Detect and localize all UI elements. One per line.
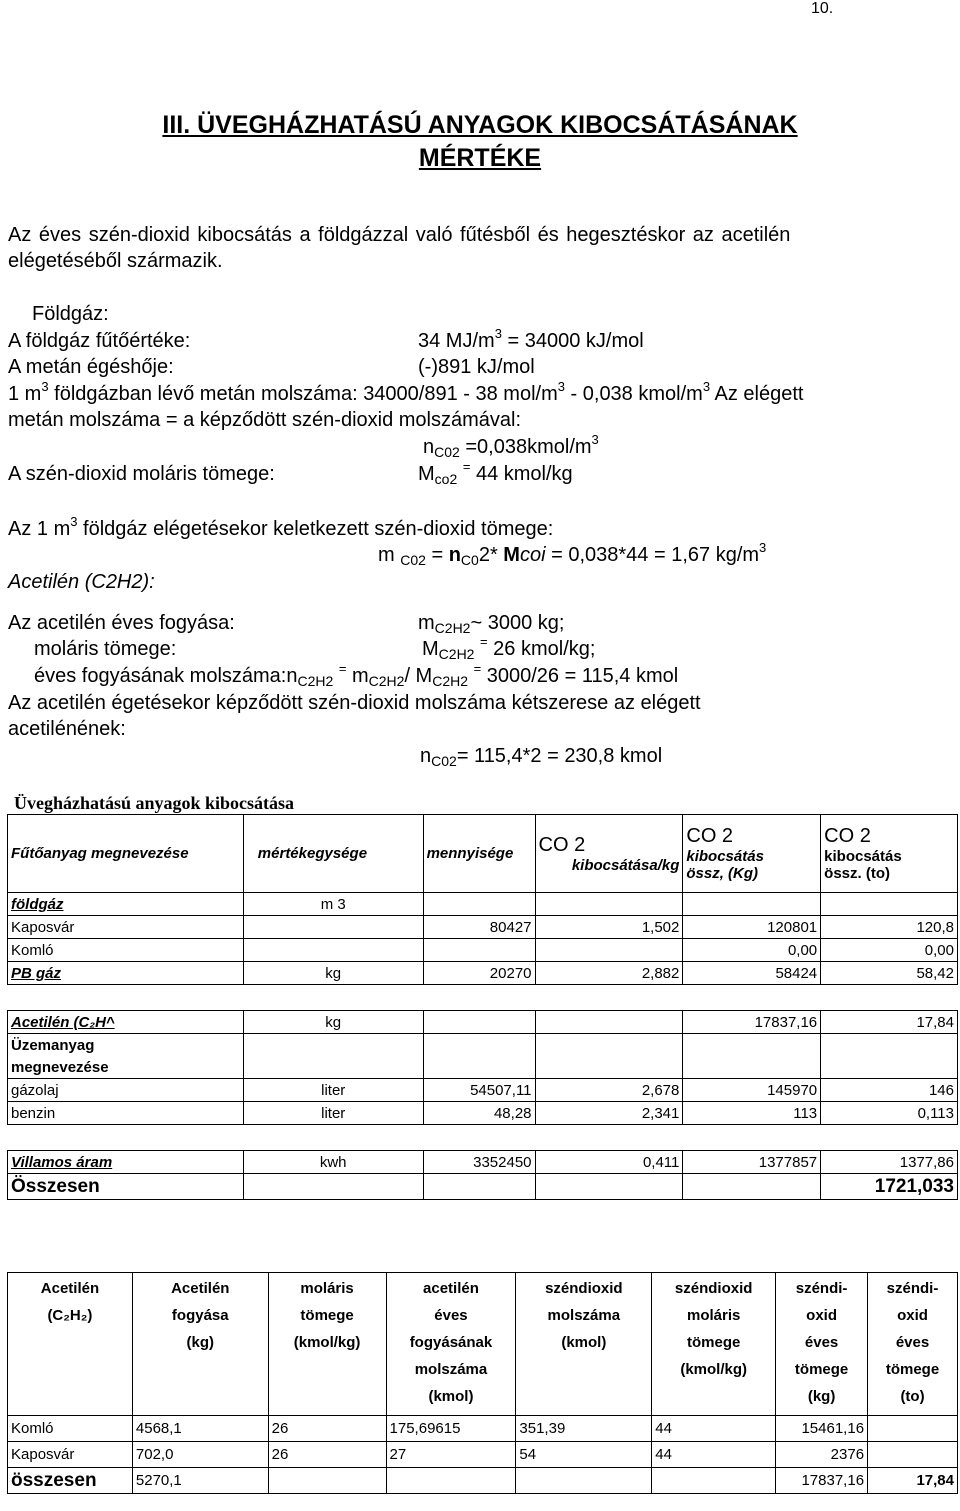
table-cell: [535, 1125, 683, 1151]
acetylene-molar-value: [422, 634, 596, 662]
table2-header-text: moláris: [300, 1280, 354, 1297]
table-cell: 0,113: [821, 1102, 958, 1125]
eq: =: [462, 459, 471, 474]
line1-b: földgázban lévő metán molszáma: 34000/891 - 38 mol/m: [48, 383, 558, 405]
mass-b: földgáz elégetésekor keletkezett szén-dioxid tömege:: [77, 518, 554, 540]
table-cell: [243, 1034, 423, 1057]
gas-burn-label: A metán égéshője:: [8, 356, 174, 378]
intro-line-1: Az éves szén-dioxid kibocsátás a földgázzal való fűtésből és hegesztéskor az acetilén: [8, 224, 791, 246]
table-cell: benzin: [8, 1102, 244, 1125]
table2-header-text: éves: [895, 1334, 930, 1351]
table-cell: [8, 1125, 244, 1151]
table-cell: [683, 893, 821, 916]
molar-sub: co2: [434, 471, 458, 487]
table-cell: [683, 1034, 821, 1057]
table2-header-text: fogyásának: [409, 1334, 493, 1351]
table-cell: [423, 1174, 535, 1200]
f-a: m: [378, 544, 401, 566]
table-cell: 26: [268, 1442, 386, 1468]
table-cell: [243, 985, 423, 1011]
table2-header-text: (kmol): [561, 1334, 607, 1351]
table-cell: 120,8: [821, 916, 958, 939]
table2-header-text: tömege: [687, 1334, 741, 1351]
acetylene-molar-label: moláris tömege:: [34, 638, 177, 660]
page-title-2: [0, 144, 960, 173]
header-qty-text: mennyisége: [426, 845, 514, 862]
table2-header-cell: [132, 1273, 268, 1416]
table-cell: [868, 1416, 958, 1442]
table-cell: 58,42: [821, 962, 958, 985]
acetylene-table: [7, 1272, 958, 1494]
table2-header-text: fogyása: [171, 1307, 229, 1324]
table-cell: [268, 1468, 386, 1494]
table-cell: [386, 1468, 516, 1494]
table-cell: [535, 1174, 683, 1200]
table-cell: 0,00: [683, 939, 821, 962]
table-row: [8, 1011, 958, 1034]
f-M: M: [503, 544, 520, 566]
table-cell: 1,502: [535, 916, 683, 939]
mol-mid: / M: [404, 665, 433, 687]
table-cell: 17837,16: [683, 1011, 821, 1034]
table-cell: 26: [268, 1416, 386, 1442]
table2-header-text: oxid: [897, 1307, 928, 1324]
header-co2-a: CO 2: [538, 833, 586, 856]
table-cell: megnevezése: [8, 1056, 244, 1079]
table-row: [8, 1468, 958, 1494]
acetylene-n-co2: [420, 745, 662, 768]
table-cell: földgáz: [8, 893, 244, 916]
table2-header-text: (kg): [186, 1334, 215, 1351]
table-cell: Összesen: [8, 1174, 244, 1200]
sup-3: 3: [41, 379, 49, 394]
table-row: [8, 1442, 958, 1468]
table-cell: m 3: [243, 893, 423, 916]
table2-header-cell: [776, 1273, 868, 1416]
table-cell: 17,84: [868, 1468, 958, 1494]
table-cell: Villamos áram: [8, 1151, 244, 1174]
table-cell: [821, 1125, 958, 1151]
gas-line-1: [8, 379, 804, 406]
page-number: 10.: [811, 0, 834, 17]
am-m: M: [422, 638, 439, 660]
heat-value-b: = 34000 kJ/mol: [501, 330, 644, 352]
table-cell: 27: [386, 1442, 516, 1468]
table2-header-text: széndi-: [795, 1280, 848, 1297]
sup-3: 3: [557, 379, 565, 394]
table2-header-text: széndi-: [886, 1280, 939, 1297]
table-cell: liter: [243, 1102, 423, 1125]
page-title: [0, 111, 960, 140]
acetylene-use-value: [418, 612, 564, 635]
table2-header-text: széndioxid: [545, 1280, 623, 1297]
table-cell: 0,00: [821, 939, 958, 962]
table-cell: [535, 1056, 683, 1079]
gas-mass-line: [8, 514, 554, 541]
table-cell: Kaposvár: [8, 916, 244, 939]
table-cell: [683, 985, 821, 1011]
gas-molar-label: A szén-dioxid moláris tömege:: [8, 463, 275, 485]
table-row: [8, 1174, 958, 1200]
table-cell: 0,411: [535, 1151, 683, 1174]
table-cell: [535, 985, 683, 1011]
table-cell: 2,341: [535, 1102, 683, 1125]
table2-header-text: molszáma: [414, 1361, 488, 1378]
heat-value-a: 34 MJ/m: [418, 330, 495, 352]
table-row: [8, 893, 958, 916]
table-cell: [683, 1056, 821, 1079]
table-cell: [821, 893, 958, 916]
table-row: [8, 1079, 958, 1102]
gas-heat-value: [418, 326, 644, 353]
table-cell: 1377,86: [821, 1151, 958, 1174]
table-cell: 1721,033: [821, 1174, 958, 1200]
table-cell: PB gáz: [8, 962, 244, 985]
table2-header-text: tömege: [794, 1361, 849, 1378]
table2-header-text: (C₂H₂): [47, 1307, 93, 1324]
table-cell: [683, 1125, 821, 1151]
table2-header-text: moláris: [687, 1307, 741, 1324]
table2-header-text: (kmol): [428, 1388, 474, 1405]
molar-val: 44 kmol/kg: [470, 463, 573, 485]
gas-burn-value: (-)891 kJ/mol: [418, 356, 535, 378]
table-cell: 58424: [683, 962, 821, 985]
f-sub1: C02: [400, 552, 426, 568]
table2-header-cell: [386, 1273, 516, 1416]
acetylene-double-2: acetilénének:: [8, 718, 126, 740]
table2-header-text: (kmol/kg): [293, 1334, 361, 1351]
table-cell: 702,0: [132, 1442, 268, 1468]
table-cell: [423, 1034, 535, 1057]
table-cell: [423, 893, 535, 916]
acetylene-heading: Acetilén (C2H2):: [8, 571, 155, 593]
table-row: [8, 939, 958, 962]
table-cell: [423, 1056, 535, 1079]
table-cell: [243, 1056, 423, 1079]
table-row: [8, 962, 958, 985]
table-cell: [423, 1125, 535, 1151]
table-cell: 17,84: [821, 1011, 958, 1034]
table-cell: [683, 1174, 821, 1200]
gas-n-co2: [423, 432, 599, 460]
sup-3: 3: [494, 326, 502, 341]
header-co2-total-kg: [683, 815, 821, 893]
an-n: n: [420, 745, 432, 767]
table1-caption-text: Üvegházhatású anyagok kibocsátása: [14, 793, 295, 813]
table-cell: [243, 1125, 423, 1151]
table-cell: 1377857: [683, 1151, 821, 1174]
table-cell: [516, 1468, 652, 1494]
table-cell: Kaposvár: [8, 1442, 133, 1468]
table-cell: 4568,1: [132, 1416, 268, 1442]
table-cell: összesen: [8, 1468, 133, 1494]
table-cell: Acetilén (C₂H^: [8, 1011, 244, 1034]
n-symbol: n: [423, 436, 435, 458]
table-cell: Komló: [8, 1416, 133, 1442]
table-cell: [243, 916, 423, 939]
table-row: [8, 985, 958, 1011]
table-cell: kg: [243, 1011, 423, 1034]
table-cell: [652, 1468, 776, 1494]
table-row: [8, 1151, 958, 1174]
header-fuel: [8, 815, 244, 893]
table-cell: Komló: [8, 939, 244, 962]
f-d: = 0,038*44 = 1,67 kg/m: [545, 544, 760, 566]
table-cell: Üzemanyag: [8, 1034, 244, 1057]
table2-header-text: Acetilén: [40, 1280, 100, 1297]
mol-sub3: C2H2: [432, 673, 469, 689]
table-cell: 20270: [423, 962, 535, 985]
table2-header-row: [8, 1273, 958, 1416]
header-co2-c-sub2: össz. (to): [824, 865, 890, 882]
table2-header-text: (kg): [807, 1388, 836, 1405]
mol-label: éves fogyásának molszáma:n: [34, 665, 298, 687]
table-cell: 17837,16: [776, 1468, 868, 1494]
line1-a: 1 m: [8, 383, 42, 405]
table-cell: [535, 1034, 683, 1057]
table-cell: [243, 939, 423, 962]
header-co2-b-sub1: kibocsátás: [686, 848, 764, 865]
sup-3: 3: [759, 540, 767, 555]
mass-a: Az 1 m: [8, 518, 71, 540]
am-sub: C2H2: [438, 646, 475, 662]
table-cell: 351,39: [516, 1416, 652, 1442]
table-cell: 120801: [683, 916, 821, 939]
table2-header-cell: [516, 1273, 652, 1416]
gas-heading: Földgáz:: [32, 303, 109, 325]
table-cell: [423, 985, 535, 1011]
header-fuel-text: Fűtőanyag megnevezése: [11, 845, 189, 862]
f-n: n: [448, 544, 461, 566]
table2-header-text: széndioxid: [674, 1280, 753, 1297]
table-cell: [535, 939, 683, 962]
table2-header-text: tömege: [300, 1307, 354, 1324]
table2-header-cell: [868, 1273, 958, 1416]
f-b: =: [425, 544, 449, 566]
eq: =: [338, 661, 347, 676]
mol-sub2: C2H2: [368, 673, 405, 689]
table2-header-text: acetilén: [423, 1280, 479, 1297]
table-cell: 15461,16: [776, 1416, 868, 1442]
table-cell: 2,882: [535, 962, 683, 985]
table-cell: 48,28: [423, 1102, 535, 1125]
header-co2-kg: [535, 815, 683, 893]
use-m: m: [418, 612, 435, 634]
title-line-2: MÉRTÉKE: [418, 144, 542, 172]
header-unit-text: mértékegysége: [257, 845, 368, 862]
table2-header-text: Acetilén: [171, 1280, 230, 1297]
table-row: [8, 1125, 958, 1151]
table-row: [8, 1034, 958, 1057]
header-co2-b: CO 2: [686, 825, 734, 847]
table-cell: 145970: [683, 1079, 821, 1102]
table2-header-text: éves: [434, 1307, 468, 1324]
table-cell: 44: [652, 1416, 776, 1442]
mol-m: m: [346, 665, 369, 687]
table2-header-text: (to): [900, 1388, 925, 1405]
table-cell: kwh: [243, 1151, 423, 1174]
table1-header-row: [8, 815, 958, 893]
table-cell: liter: [243, 1079, 423, 1102]
header-qty: [423, 815, 535, 893]
eq: =: [473, 661, 482, 676]
table-row: [8, 1102, 958, 1125]
table-cell: kg: [243, 962, 423, 985]
table2-header-cell: [268, 1273, 386, 1416]
table-row: [8, 1056, 958, 1079]
table-cell: 44: [652, 1442, 776, 1468]
header-co2-c-sub1: kibocsátás: [824, 848, 902, 865]
eq: =: [480, 634, 488, 649]
table1-caption: [14, 793, 308, 815]
sup-3: 3: [702, 379, 711, 394]
line1-c: - 0,038 kmol/m: [564, 383, 703, 405]
use-sub: C2H2: [434, 620, 471, 636]
table-cell: [821, 985, 958, 1011]
intro-line-2: elégetéséből származik.: [8, 250, 223, 272]
table-cell: [535, 893, 683, 916]
molar-m: M: [418, 463, 435, 485]
mol-val: 3000/26 = 115,4 kmol: [481, 665, 679, 687]
sup-3: 3: [591, 432, 599, 447]
table2-header-text: (kmol/kg): [680, 1361, 748, 1378]
table-cell: gázolaj: [8, 1079, 244, 1102]
an-sub: C02: [431, 753, 457, 769]
table2-header-text: oxid: [806, 1307, 837, 1324]
table2-header-cell: [652, 1273, 776, 1416]
n-sub: C02: [434, 444, 460, 460]
table-cell: [423, 1011, 535, 1034]
acetylene-use-label: Az acetilén éves fogyása:: [8, 612, 235, 634]
table-row: [8, 1416, 958, 1442]
table-cell: 113: [683, 1102, 821, 1125]
table2-header-cell: [8, 1273, 133, 1416]
header-co2-a-sub: kibocsátása/kg: [571, 856, 680, 874]
table-cell: 175,69615: [386, 1416, 516, 1442]
use-val: ~ 3000 kg;: [470, 612, 565, 634]
table-cell: 54: [516, 1442, 652, 1468]
table-cell: 5270,1: [132, 1468, 268, 1494]
table-cell: 3352450: [423, 1151, 535, 1174]
acetylene-double-1: Az acetilén égetésekor képződött szén-dioxid molszáma kétszerese az elégett: [8, 692, 701, 714]
table-cell: 146: [821, 1079, 958, 1102]
table2-header-text: tömege: [885, 1361, 940, 1378]
table-cell: [535, 1011, 683, 1034]
acetylene-mol-line: [34, 661, 679, 689]
gas-line-2: metán molszáma = a képződött szén-dioxid molszámával:: [8, 409, 522, 431]
line1-d: Az elégett: [710, 383, 804, 405]
table-cell: 2,678: [535, 1079, 683, 1102]
emissions-table: [7, 814, 958, 1200]
table-cell: [8, 985, 244, 1011]
header-co2-b-sub2: össz, (Kg): [686, 865, 759, 882]
table-row: [8, 916, 958, 939]
title-line-1: III. ÜVEGHÁZHATÁSÚ ANYAGOK KIBOCSÁTÁSÁNAK: [162, 111, 798, 139]
header-unit: [243, 815, 423, 893]
table-cell: [821, 1056, 958, 1079]
header-co2-total-to: [821, 815, 958, 893]
gas-molar-value: [418, 459, 573, 487]
f-c: 2*: [478, 544, 504, 566]
f-sub2: C0: [460, 552, 479, 568]
gas-formula: [378, 540, 767, 568]
header-co2-c: CO 2: [824, 825, 871, 847]
table-cell: 2376: [776, 1442, 868, 1468]
gas-heat-label: A földgáz fűtőértéke:: [8, 330, 191, 352]
table2-header-text: molszáma: [547, 1307, 621, 1324]
table-cell: 80427: [423, 916, 535, 939]
table-cell: 54507,11: [423, 1079, 535, 1102]
table-cell: [243, 1174, 423, 1200]
n-value: =0,038kmol/m: [459, 436, 592, 458]
table-cell: [423, 939, 535, 962]
table-cell: [868, 1442, 958, 1468]
table-cell: [821, 1034, 958, 1057]
sup-3: 3: [70, 514, 78, 529]
mol-sub1: C2H2: [297, 673, 334, 689]
f-coi: coi: [519, 544, 546, 566]
am-val: 26 kmol/kg;: [487, 638, 596, 660]
table2-header-text: éves: [804, 1334, 839, 1351]
an-val: = 115,4*2 = 230,8 kmol: [456, 745, 663, 767]
